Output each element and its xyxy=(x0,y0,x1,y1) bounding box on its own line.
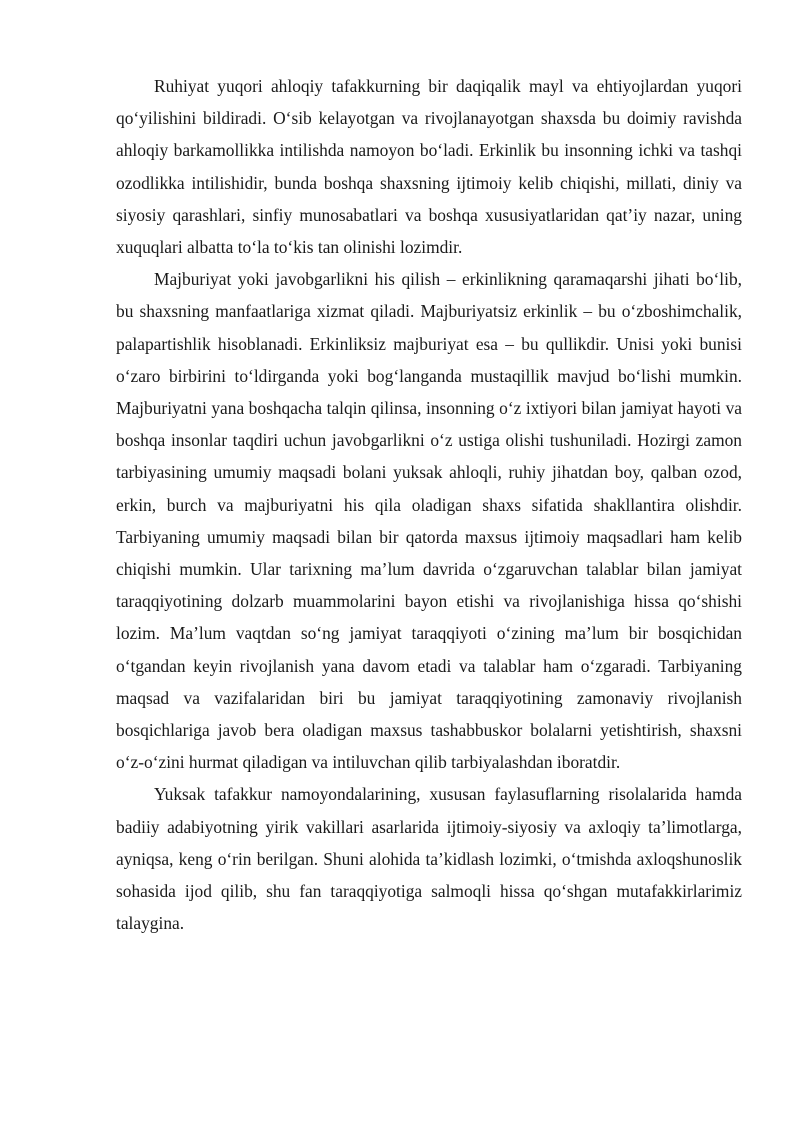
document-page xyxy=(116,70,742,939)
paragraph-3: Yuksak tafakkur namoyondalarining, xususan faylasuflarning risolalarida hamda badiiy adabiyotning yirik vakillari asarlarida ijtimoiy-siyosiy va axloqiy ta’limotlarga, ayniqsa, keng o‘rin berilgan. Shuni alohida ta’kidlash lozimki, o‘tmishda axloqshunoslik sohasida ijod qilib, shu fan taraqqiyotiga salmoqli hissa qo‘shgan mutafakkirlarimiz talaygina. xyxy=(116,784,742,934)
paragraph-2: Majburiyat yoki javobgarlikni his qilish – erkinlikning qaramaqarshi jihati bo‘lib, bu shaxsning manfaatlariga xizmat qiladi. Majburiyatsiz erkinlik – bu o‘zboshimchalik, palapartishlik hisoblanadi. Erkinliksiz majburiyat esa – bu qullikdir. Unisi yoki bunisi o‘zaro birbirini to‘ldirganda yoki bog‘langanda mustaqillik mavjud bo‘lishi mumkin. Majburiyatni yana boshqacha talqin qilinsa, insonning o‘z ixtiyori bilan jamiyat hayoti va boshqa insonlar taqdiri uchun javobgarlikni o‘z ustiga olishi tushuniladi. Hozirgi zamon tarbiyasining umumiy maqsadi bolani yuksak ahloqli, ruhiy jihatdan boy, qalban ozod, erkin, burch va majburiyatni his qila oladigan shaxs sifatida shakllantira olishdir. Tarbiyaning umumiy maqsadi bilan bir qatorda maxsus ijtimoiy maqsadlari ham kelib chiqishi mumkin. Ular tarixning ma’lum davrida o‘zgaruvchan talablar bilan jamiyat taraqqiyotining dolzarb muammolarini bayon etishi va rivojlanishiga hissa qo‘shishi lozim. Ma’lum vaqtdan so‘ng jamiyat taraqqiyoti o‘zining ma’lum bir bosqichidan o‘tgandan keyin rivojlanish yana davom etadi va talablar ham o‘zgaradi. Tarbiyaning maqsad va vazifalaridan biri bu jamiyat taraqqiyotining zamonaviy rivojlanish bosqichlariga javob bera oladigan maxsus tashabbuskor bolalarni yetishtirish, shaxsni o‘z-o‘zini hurmat qiladigan va intiluvchan qilib tarbiyalashdan iboratdir. xyxy=(116,269,742,773)
paragraph-1: Ruhiyat yuqori ahloqiy tafakkurning bir daqiqalik mayl va ehtiyojlardan yuqori qo‘yilishini bildiradi. O‘sib kelayotgan va rivojlanayotgan shaxsda bu doimiy ravishda ahloqiy barkamollikka intilishda namoyon bo‘ladi. Erkinlik bu insonning ichki va tashqi ozodlikka intilishidir, bunda boshqa shaxsning ijtimoiy kelib chiqishi, millati, diniy va siyosiy qarashlari, sinfiy munosabatlari va boshqa xususiyatlaridan qat’iy nazar, uning xuquqlari albatta to‘la to‘kis tan olinishi lozimdir. xyxy=(116,76,742,258)
